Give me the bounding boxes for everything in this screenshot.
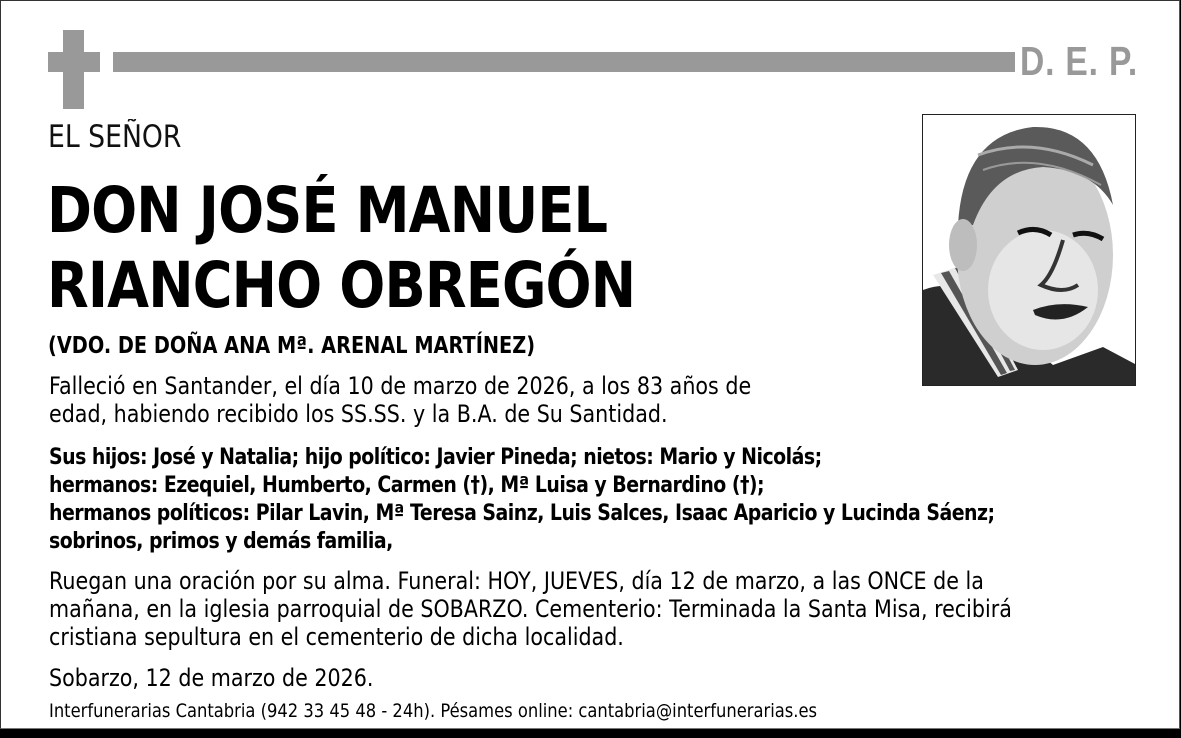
funeral-details [49, 567, 1012, 651]
family-line-others: sobrinos, primos y demás familia, [49, 529, 393, 554]
family-line-siblings: hermanos: Ezequiel, Humberto, Carmen (†), Mª Luisa y Bernardino (†); [49, 473, 765, 498]
funeral-line3: cristiana sepultura en el cementerio de dicha localidad. [49, 623, 624, 651]
cross-icon-arm [48, 52, 100, 72]
family-line-siblings-in-law: hermanos políticos: Pilar Lavin, Mª Teresa Sainz, Luis Salces, Isaac Aparicio y Lucinda Sáenz; [49, 501, 995, 526]
funeral-home-contact: Interfunerarias Cantabria (942 33 45 48 - 24h). Pésames online: cantabria@interfunerarias.es [49, 700, 818, 722]
death-notice [49, 372, 751, 428]
deceased-name-line2: RIANCHO OBREGÓN [47, 249, 636, 322]
deceased-name-line1: DON JOSÉ MANUEL [47, 174, 608, 247]
family-line-children: Sus hijos: José y Natalia; hijo político: Javier Pineda; nietos: Mario y Nicolás; [49, 445, 822, 470]
portrait-photo [922, 114, 1136, 386]
widow-note: (VDO. DE DOÑA ANA Mª. ARENAL MARTÍNEZ) [48, 333, 536, 359]
portrait-image [923, 115, 1136, 386]
place-date: Sobarzo, 12 de marzo de 2026. [49, 664, 374, 692]
header-rule [113, 52, 1015, 72]
bottom-border [0, 729, 1181, 738]
funeral-line1: Ruegan una oración por su alma. Funeral: HOY, JUEVES, día 12 de marzo, a las ONCE de la [49, 567, 984, 595]
death-notice-line1: Falleció en Santander, el día 10 de marzo de 2026, a los 83 años de [49, 372, 752, 400]
deceased-name [47, 173, 635, 323]
funeral-line2: mañana, en la iglesia parroquial de SOBARZO. Cementerio: Terminada la Santa Misa, recibirá [49, 595, 1012, 623]
family-list [49, 444, 995, 556]
dep-label: D. E. P. [1020, 38, 1139, 84]
death-notice-line2: edad, habiendo recibido los SS.SS. y la B.A. de Su Santidad. [49, 400, 668, 428]
title-prefix: EL SEÑOR [48, 119, 182, 155]
